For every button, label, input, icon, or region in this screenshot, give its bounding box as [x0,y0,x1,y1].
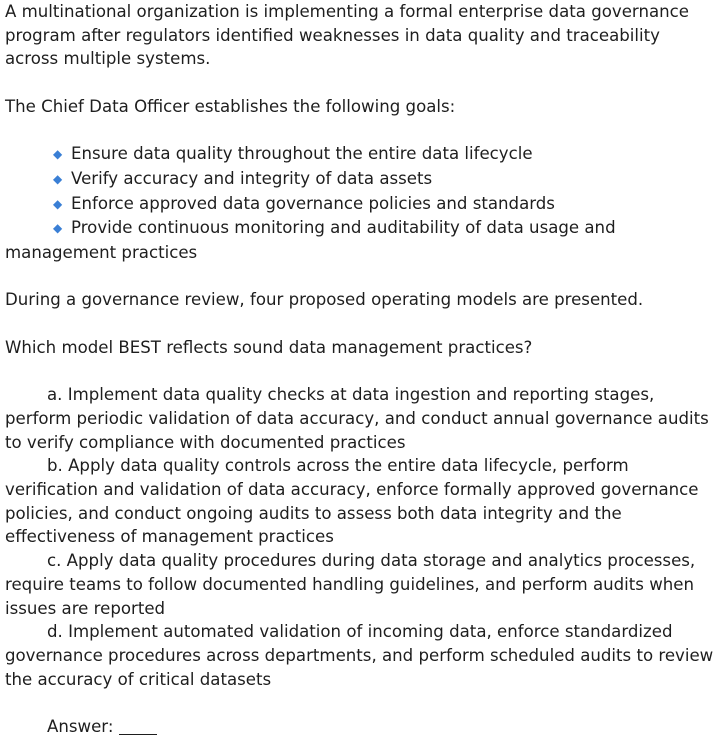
goal-item [5,192,717,217]
goals-intro: The Chief Data Officer establishes the following goals: [5,96,456,116]
goal-text: Verify accuracy and integrity of data assets [71,168,433,188]
goal-item [5,216,717,264]
question-text: Which model BEST reflects sound data management practices? [5,337,533,357]
answer-label: Answer: [47,717,114,736]
diamond-bullet-icon: ◆ [53,171,63,186]
answer-blank[interactable] [119,717,157,735]
diamond-bullet-icon: ◆ [53,221,63,236]
option-a: a. Implement data quality checks at data ingestion and reporting stages, perform periodic validation of data accuracy, and conduct annual governance audits to verify compliance with documented practices [5,385,709,452]
intro-paragraph: A multinational organization is implementing a formal enterprise data governance program after regulators identified weaknesses in data quality and traceability across multiple systems. [5,2,689,69]
goal-item [5,142,717,167]
goal-text: Enforce approved data governance policies and standards [71,193,555,213]
goal-text: Ensure data quality throughout the entire data lifecycle [71,144,533,164]
goals-list [5,142,717,265]
option-c: c. Apply data quality procedures during data storage and analytics processes, require teams to follow documented handling guidelines, and perform audits when issues are reported [5,551,696,618]
option-d: d. Implement automated validation of incoming data, enforce standardized governance procedures across departments, and perform scheduled audits to review the accuracy of critical datasets [5,622,714,689]
question-document [5,0,717,739]
review-paragraph: During a governance review, four proposed operating models are presented. [5,290,644,310]
answer-line [5,715,717,739]
goal-item [5,167,717,192]
goal-text: Provide continuous monitoring and auditability of data usage and management practices [5,218,616,262]
diamond-bullet-icon: ◆ [53,196,63,211]
option-b: b. Apply data quality controls across the entire data lifecycle, perform verification and validation of data accuracy, enforce formally approved governance policies, and conduct ongoing audits to assess both data integrity and the effectiveness of management practices [5,456,699,547]
options-list [5,383,717,691]
diamond-bullet-icon: ◆ [53,147,63,162]
